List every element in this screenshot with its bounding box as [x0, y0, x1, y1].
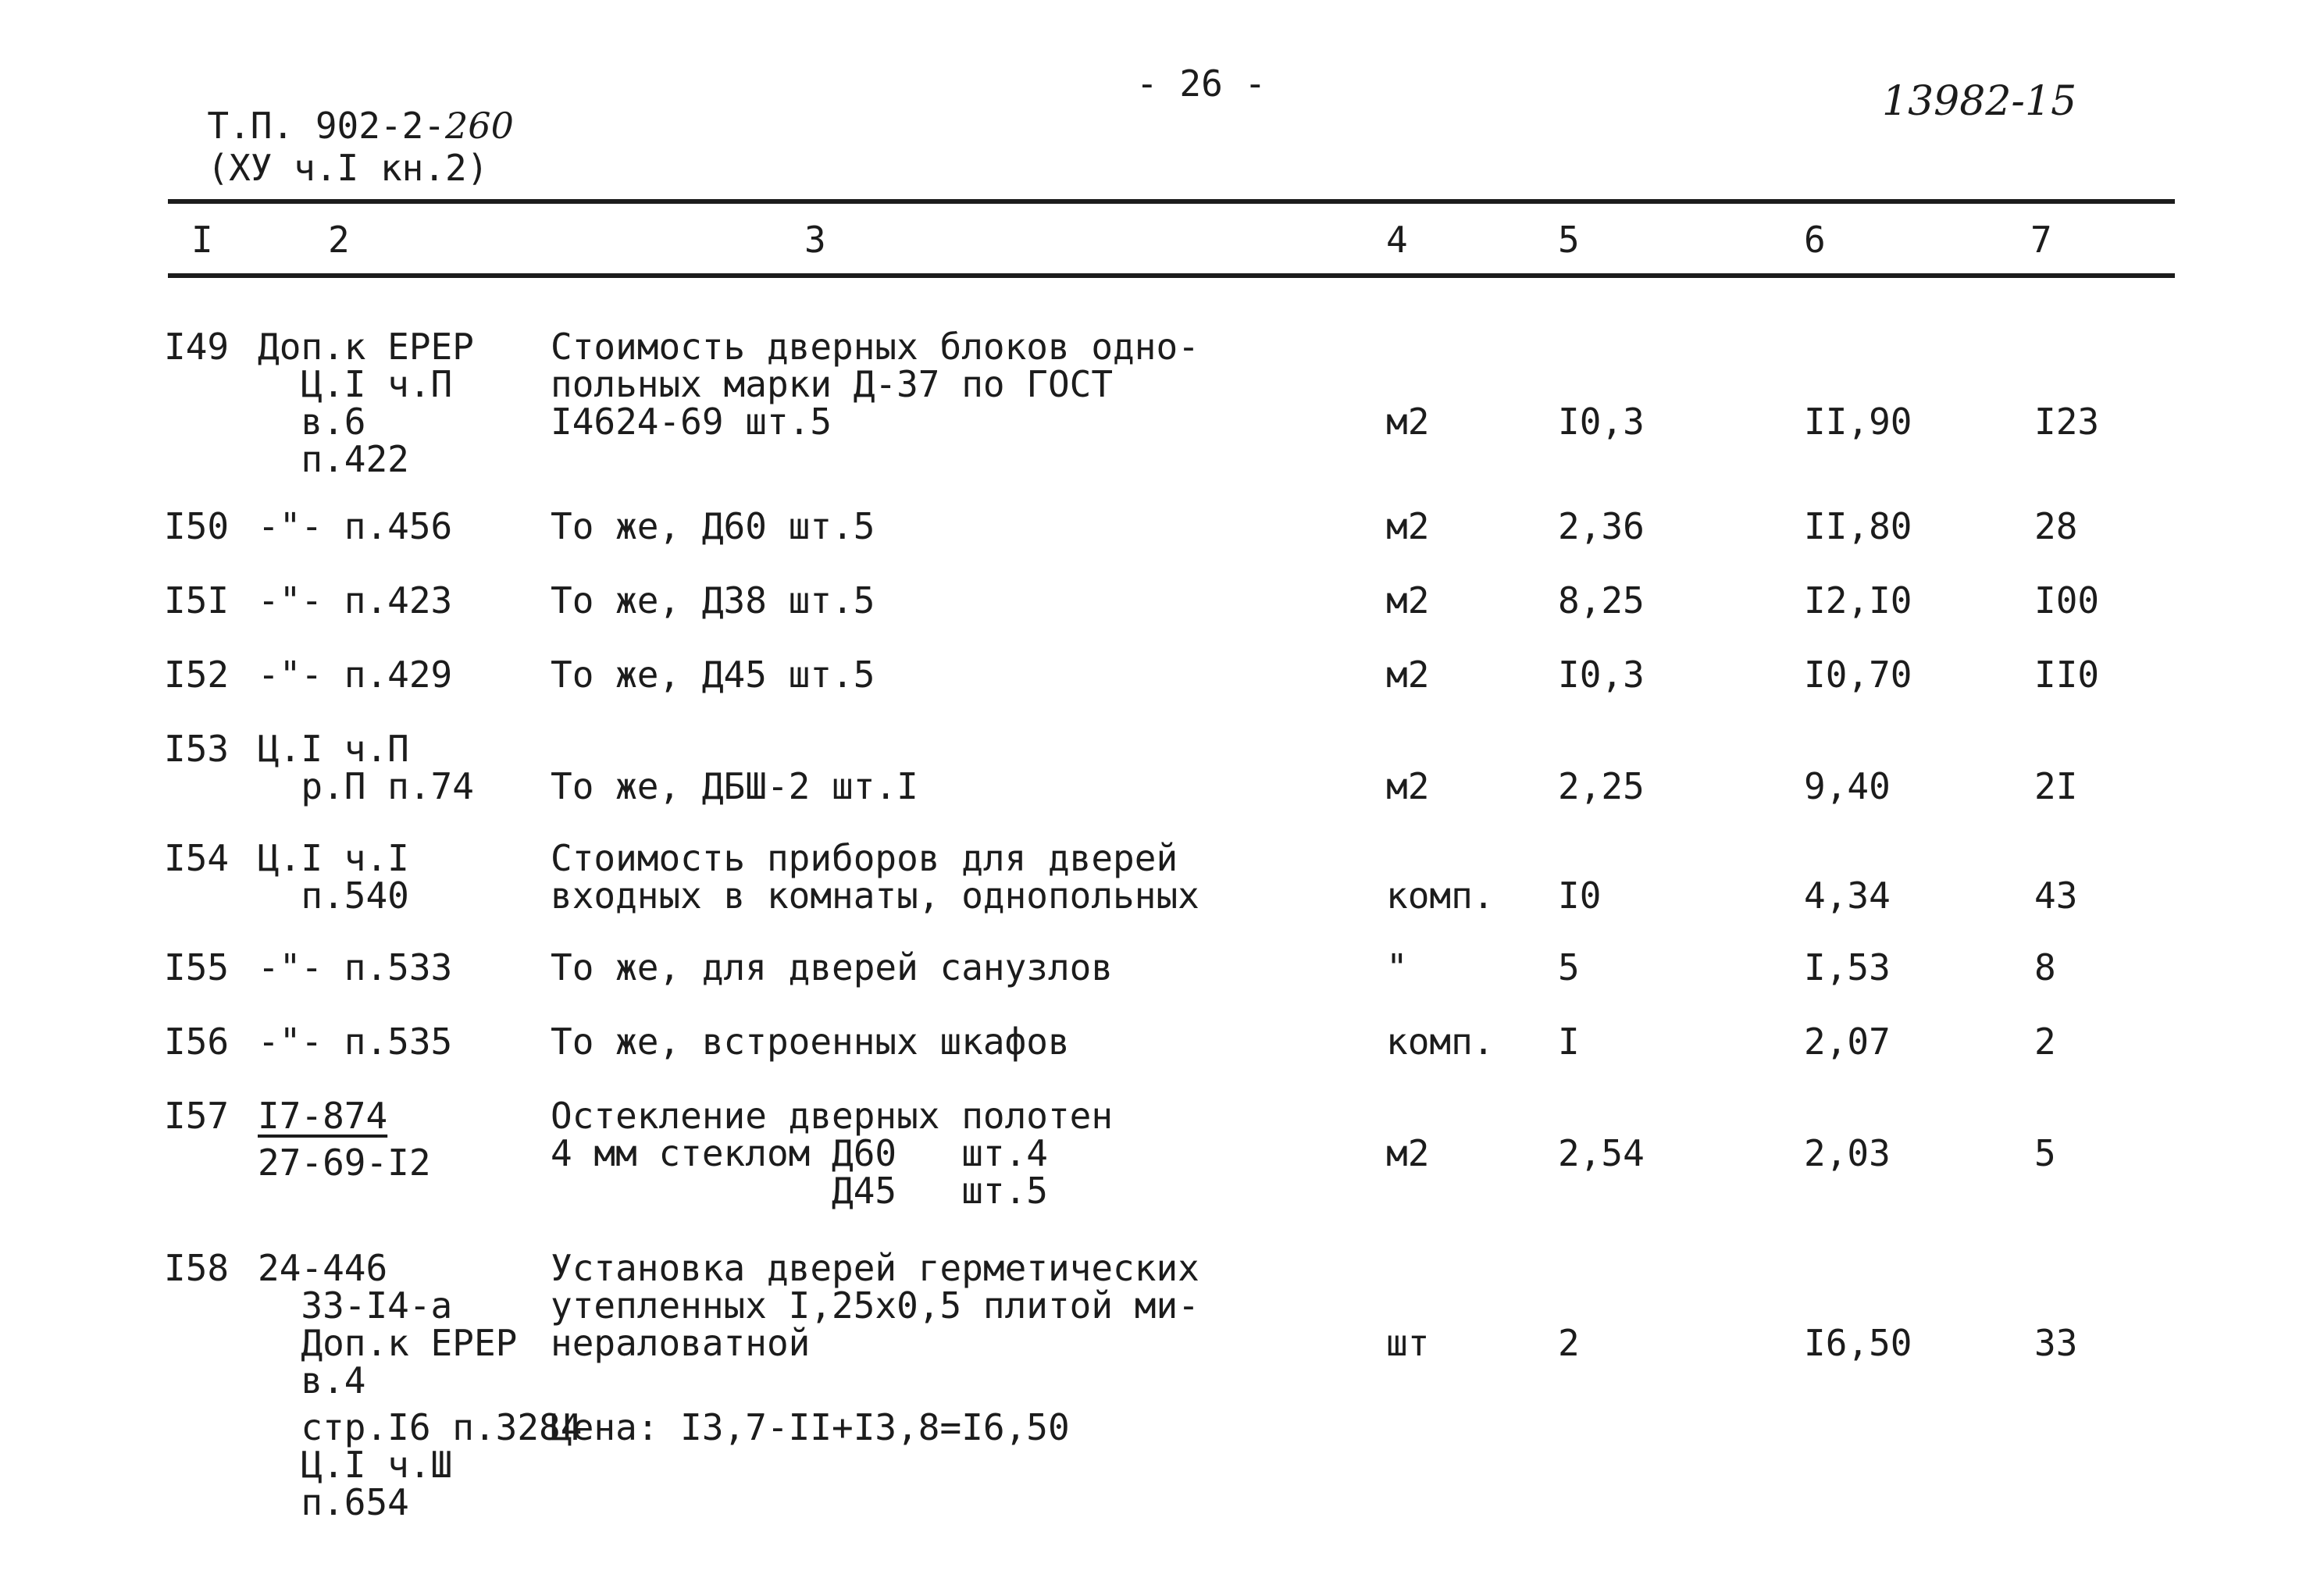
description-line: I4624-69 шт.5 [551, 401, 832, 443]
description-line: Стоимость приборов для дверей [551, 837, 1178, 879]
column-number-2: 2 [328, 219, 350, 261]
description-line: Д45 шт.5 [551, 1170, 1048, 1212]
total-cell: 5 [2034, 1132, 2056, 1174]
reference-line: стр.I6 п.3284 [258, 1406, 583, 1448]
description-line: То же, Д38 шт.5 [551, 579, 875, 622]
quantity-cell: 2,25 [1558, 765, 1645, 807]
reference-line: -"- п.535 [258, 1021, 453, 1063]
reference-line: -"- п.533 [258, 946, 453, 988]
total-cell: 43 [2034, 874, 2078, 917]
total-cell: 2I [2034, 765, 2078, 807]
row-number: I55 [164, 946, 230, 988]
unit-price-cell: 9,40 [1804, 765, 1891, 807]
row-number: I56 [164, 1021, 230, 1063]
row-number: I53 [164, 728, 230, 770]
unit-cell: м2 [1386, 654, 1430, 696]
row-number: I54 [164, 837, 230, 879]
column-number-3: 3 [804, 219, 826, 261]
page-number: - 26 - [1136, 62, 1267, 105]
unit-price-cell: I,53 [1804, 946, 1891, 988]
reference-line: п.422 [258, 438, 409, 480]
reference-line: 27-69-I2 [258, 1142, 431, 1184]
unit-price-cell: 2,07 [1804, 1021, 1891, 1063]
total-cell: II0 [2034, 654, 2100, 696]
reference-line: I7-874 [258, 1095, 388, 1137]
reference-line: Ц.I ч.П [258, 728, 409, 770]
description-line: польных марки Д-37 по ГОСТ [551, 363, 1114, 405]
document-code-handwritten: 260 [445, 105, 514, 147]
reference-line: Ц.I ч.I [258, 837, 409, 879]
reference-line: -"- п.456 [258, 505, 453, 547]
reference-line: Ц.I ч.Ш [258, 1444, 453, 1486]
reference-line: 33-I4-а [258, 1284, 453, 1327]
unit-cell: м2 [1386, 505, 1430, 547]
unit-price-cell: I0,70 [1804, 654, 1912, 696]
row-number: I50 [164, 505, 230, 547]
quantity-cell: I0,3 [1558, 401, 1645, 443]
unit-cell: комп. [1386, 1021, 1495, 1063]
column-number-4: 4 [1386, 219, 1408, 261]
quantity-cell: 5 [1558, 946, 1580, 988]
reference-line: Доп.к ЕРЕР [258, 326, 474, 368]
quantity-cell: 8,25 [1558, 579, 1645, 622]
column-number-1: I [191, 219, 213, 261]
unit-price-cell: I6,50 [1804, 1322, 1912, 1364]
unit-cell: м2 [1386, 1132, 1430, 1174]
quantity-cell: 2,36 [1558, 505, 1645, 547]
unit-cell: м2 [1386, 765, 1430, 807]
row-number: I52 [164, 654, 230, 696]
row-number: I57 [164, 1095, 230, 1137]
description-line: То же, встроенных шкафов [551, 1021, 1070, 1063]
unit-price-cell: 4,34 [1804, 874, 1891, 917]
description-line: Установка дверей герметических [551, 1247, 1199, 1289]
archive-stamp: 13982-15 [1882, 78, 2077, 125]
description-line: 4 мм стеклом Д60 шт.4 [551, 1132, 1048, 1174]
unit-price-cell: II,80 [1804, 505, 1912, 547]
reference-line: в.4 [258, 1359, 366, 1402]
description-line: входных в комнаты, однопольных [551, 874, 1199, 917]
quantity-cell: I0 [1558, 874, 1602, 917]
document-code-suffix: (ХУ ч.I кн.2) [207, 147, 489, 189]
table-top-rule [168, 199, 2175, 204]
column-number-7: 7 [2030, 219, 2052, 261]
unit-price-cell: 2,03 [1804, 1132, 1891, 1174]
description-line: То же, Д60 шт.5 [551, 505, 875, 547]
reference-line: -"- п.423 [258, 579, 453, 622]
description-line: То же, Д45 шт.5 [551, 654, 875, 696]
quantity-cell: I [1558, 1021, 1580, 1063]
reference-line: -"- п.429 [258, 654, 453, 696]
total-cell: 28 [2034, 505, 2078, 547]
description-line: То же, для дверей санузлов [551, 946, 1114, 988]
quantity-cell: I0,3 [1558, 654, 1645, 696]
reference-line: п.540 [258, 874, 409, 917]
total-cell: I00 [2034, 579, 2100, 622]
unit-cell: шт [1386, 1322, 1430, 1364]
table-header-rule [168, 273, 2175, 278]
description-line: Стоимость дверных блоков одно- [551, 326, 1199, 368]
total-cell: I23 [2034, 401, 2100, 443]
description-line: Остекление дверных полотен [551, 1095, 1114, 1137]
row-number: I49 [164, 326, 230, 368]
quantity-cell: 2,54 [1558, 1132, 1645, 1174]
unit-cell: комп. [1386, 874, 1495, 917]
reference-line: Ц.I ч.П [258, 363, 453, 405]
document-code-prefix: Т.П. 902-2- [207, 105, 446, 147]
row-number: I5I [164, 579, 230, 622]
reference-line: в.6 [258, 401, 366, 443]
document-code [164, 62, 514, 189]
reference-line: Доп.к ЕРЕР [258, 1322, 518, 1364]
unit-cell: м2 [1386, 579, 1430, 622]
unit-price-cell: I2,I0 [1804, 579, 1912, 622]
total-cell: 8 [2034, 946, 2056, 988]
quantity-cell: 2 [1558, 1322, 1580, 1364]
description-line: утепленных I,25х0,5 плитой ми- [551, 1284, 1199, 1327]
description-line: То же, ДБШ-2 шт.I [551, 765, 918, 807]
reference-line: п.654 [258, 1481, 409, 1523]
description-line: Цена: I3,7-II+I3,8=I6,50 [551, 1406, 1070, 1448]
unit-cell: м2 [1386, 401, 1430, 443]
description-line: нераловатной [551, 1322, 811, 1364]
total-cell: 2 [2034, 1021, 2056, 1063]
column-number-5: 5 [1558, 219, 1580, 261]
unit-cell: " [1386, 946, 1408, 988]
reference-line: 24-446 [258, 1247, 388, 1289]
column-number-6: 6 [1804, 219, 1826, 261]
total-cell: 33 [2034, 1322, 2078, 1364]
unit-price-cell: II,90 [1804, 401, 1912, 443]
row-number: I58 [164, 1247, 230, 1289]
reference-line: р.П п.74 [258, 765, 474, 807]
